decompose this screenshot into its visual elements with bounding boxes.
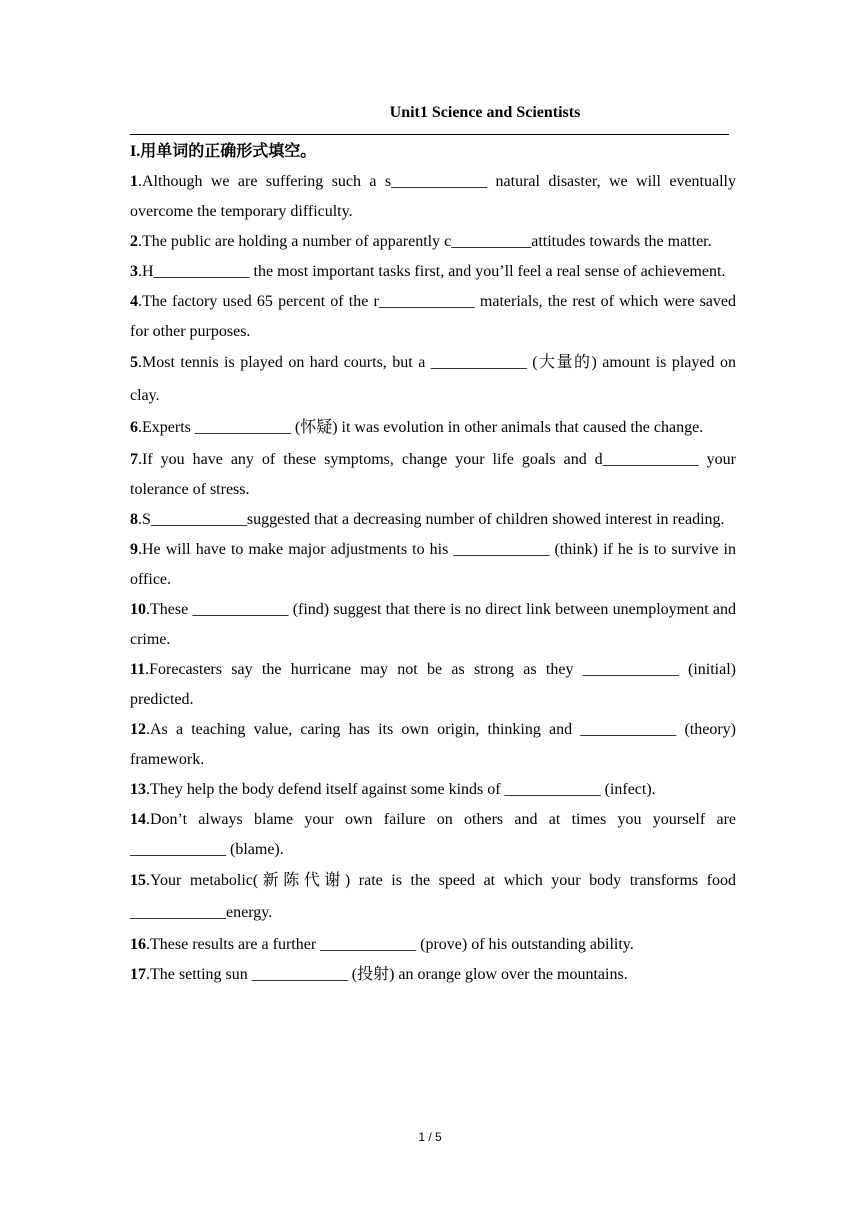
title-divider — [130, 134, 729, 135]
exercise-item: 16.These results are a further ____________ (prove) of his outstanding ability. — [130, 935, 634, 953]
exercise-item: 1.Although we are suffering such a s____________ natural disaster, we will eventually overcome the temporary difficulty. — [130, 173, 736, 220]
exercise-item: 11.Forecasters say the hurricane may not be as strong as they ____________ (initial) predicted. — [130, 660, 736, 708]
exercise-item: 12.As a teaching value, caring has its own origin, thinking and ____________ (theory) framework. — [130, 720, 736, 768]
exercise-item: 4.The factory used 65 percent of the r____________ materials, the rest of which were saved for other purposes. — [130, 293, 736, 340]
page-title: Unit1 Science and Scientists — [389, 104, 581, 121]
exercise-item: 7.If you have any of these symptoms, change your life goals and d____________ your tolerance of stress. — [130, 450, 736, 498]
exercise-item: 2.The public are holding a number of apparently c__________attitudes towards the matter. — [130, 233, 712, 250]
exercise-item: 10.These ____________ (find) suggest that there is no direct link between unemployment and crime. — [130, 600, 736, 648]
exercise-item: 14.Don’t always blame your own failure on others and at times you yourself are ____________ (blame). — [130, 810, 736, 858]
exercise-item: 9.He will have to make major adjustments to his ____________ (think) if he is to survive in office. — [130, 540, 736, 588]
exercise-item: 13.They help the body defend itself against some kinds of ____________ (infect). — [130, 780, 656, 798]
exercise-item: 8.S____________suggested that a decreasing number of children showed interest in reading. — [130, 510, 725, 528]
exercise-item: 15.Your metabolic(新陈代谢) rate is the speed at which your body transforms food ____________energy. — [130, 871, 736, 921]
page-indicator: 1 / 5 — [418, 1130, 442, 1144]
exercise-item: 6.Experts ____________ (怀疑) it was evolution in other animals that caused the change. — [130, 419, 704, 436]
exercise-item: 3.H____________ the most important tasks first, and you’ll feel a real sense of achievement. — [130, 263, 726, 280]
exercise-item: 17.The setting sun ____________ (投射) an orange glow over the mountains. — [130, 965, 628, 983]
exercise-list — [130, 167, 736, 990]
section-heading: I.用单词的正确形式填空。 — [130, 143, 317, 160]
exercise-item: 5.Most tennis is played on hard courts, but a ____________ (大量的) amount is played on clay. — [130, 354, 736, 404]
